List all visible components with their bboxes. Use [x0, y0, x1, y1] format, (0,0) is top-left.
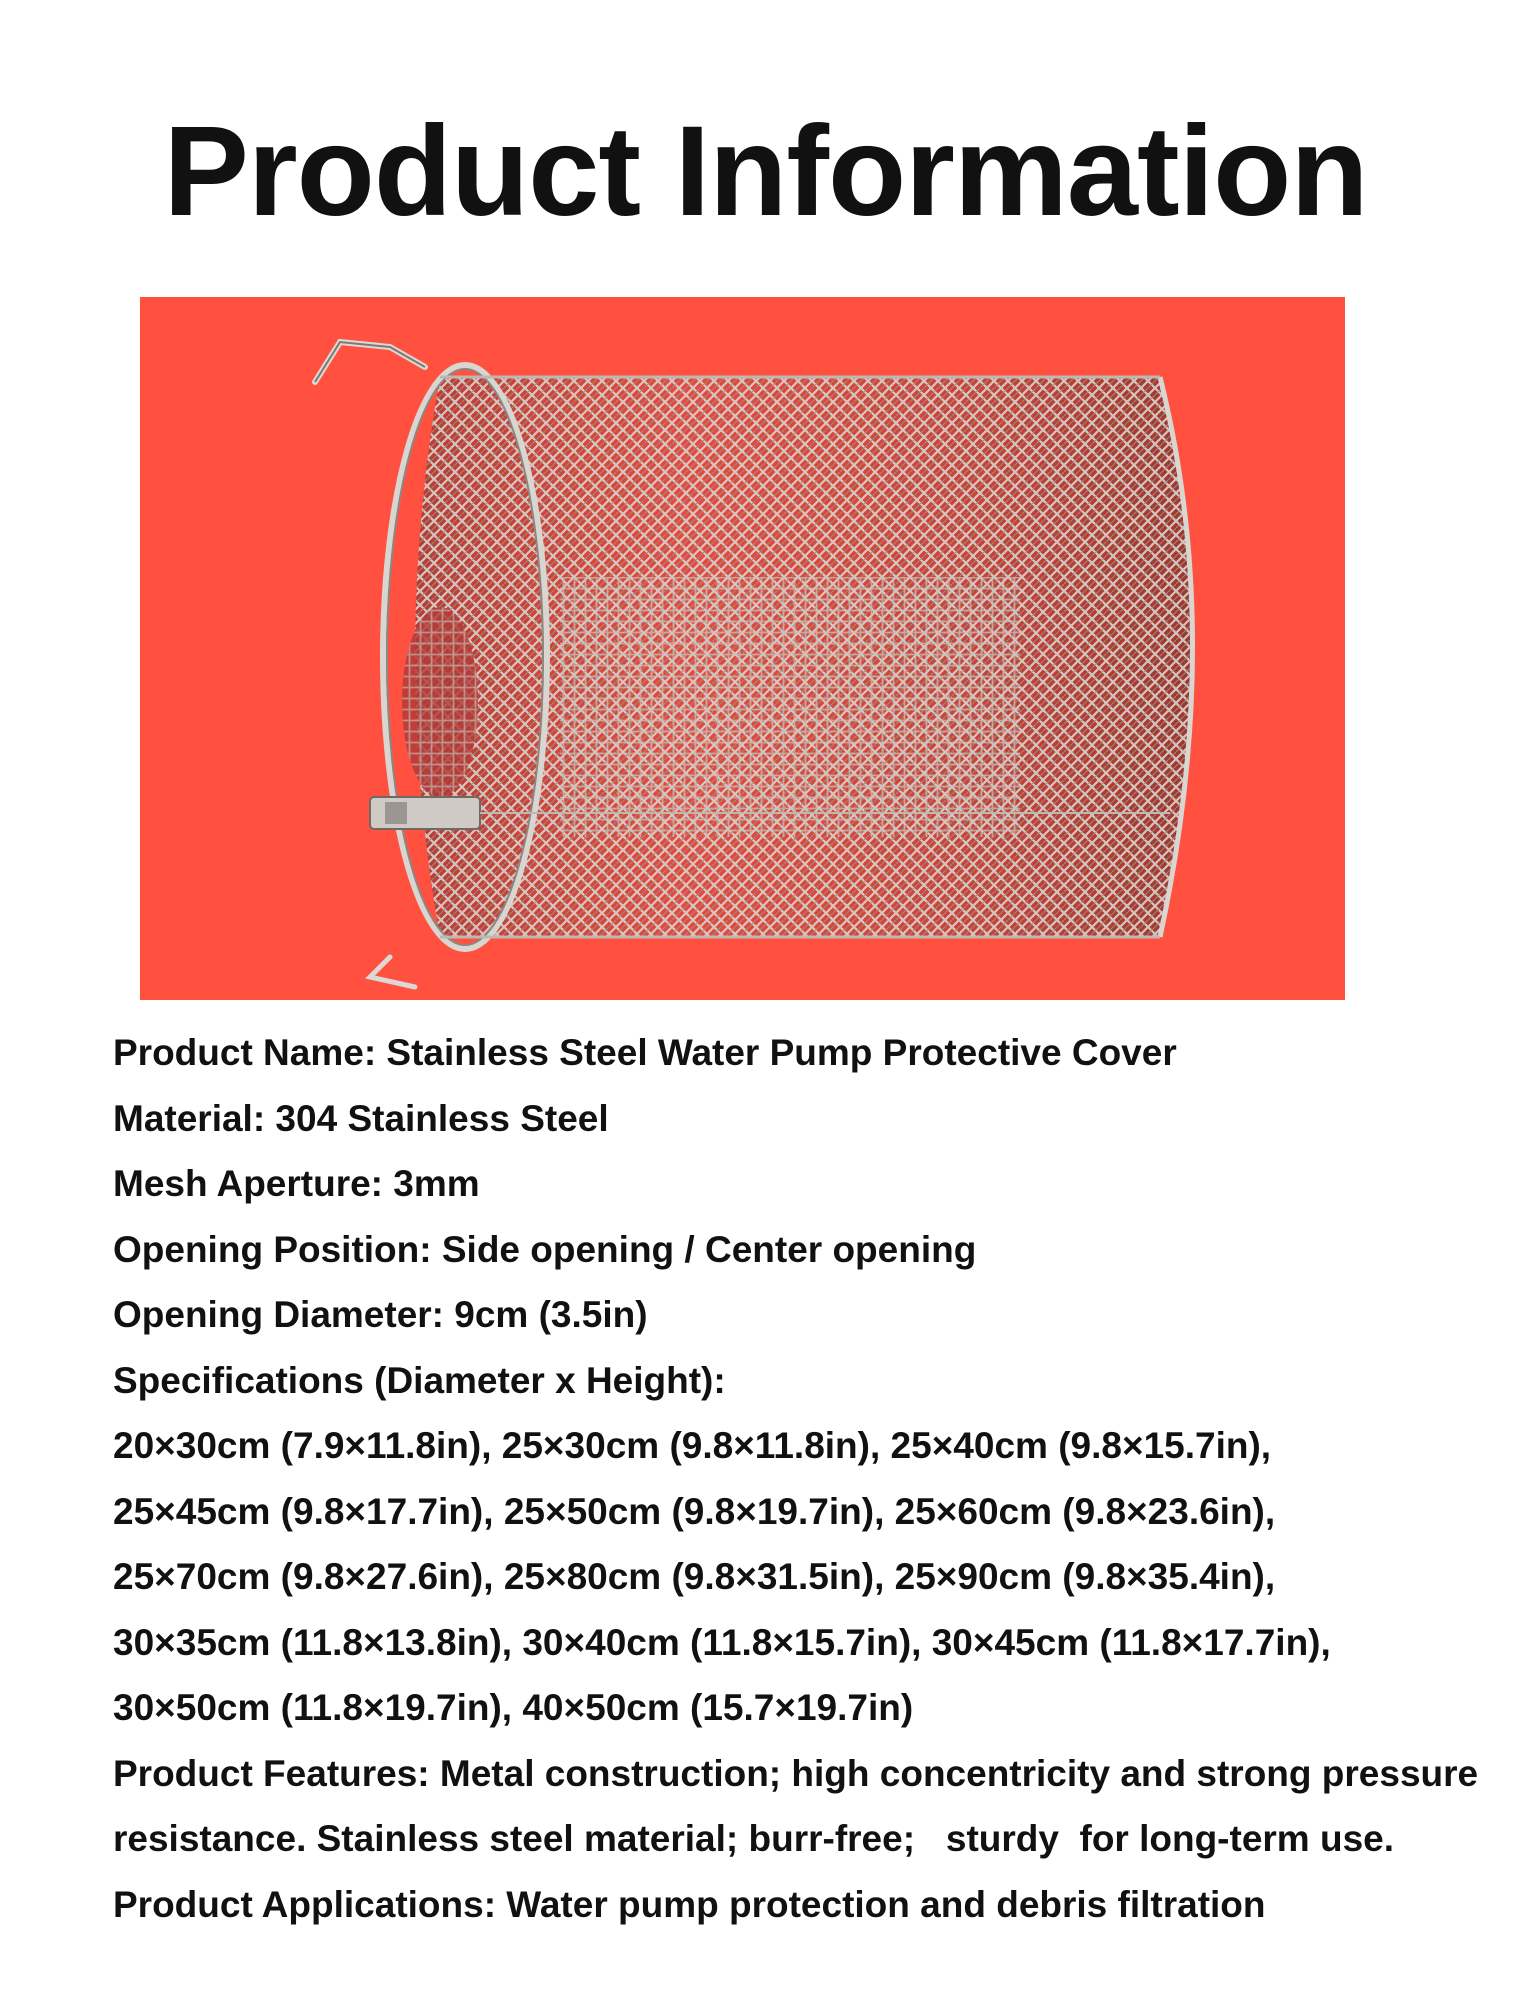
product-features: Product Features: Metal construction; high concentricity and strong pressure	[113, 1752, 1479, 1794]
material: Material: 304 Stainless Steel	[113, 1097, 609, 1139]
mesh-cylinder-illustration	[140, 297, 1345, 1000]
specification-line: 25×70cm (9.8×27.6in), 25×80cm (9.8×31.5in), 25×90cm (9.8×35.4in),	[113, 1556, 1276, 1597]
specification-line: 30×50cm (11.8×19.7in), 40×50cm (15.7×19.7in)	[113, 1687, 914, 1728]
product-info	[113, 1020, 1513, 1937]
specification-line: 20×30cm (7.9×11.8in), 25×30cm (9.8×11.8in), 25×40cm (9.8×15.7in),	[113, 1425, 1272, 1466]
opening-position: Opening Position: Side opening / Center opening	[113, 1228, 977, 1270]
inner-mesh-panel	[560, 577, 1020, 837]
specification-line: 25×45cm (9.8×17.7in), 25×50cm (9.8×19.7in), 25×60cm (9.8×23.6in),	[113, 1490, 1276, 1532]
specifications-heading: Specifications (Diameter x Height):	[113, 1359, 726, 1401]
mesh-aperture: Mesh Aperture: 3mm	[113, 1163, 480, 1204]
specification-line: 30×35cm (11.8×13.8in), 30×40cm (11.8×15.7in), 30×45cm (11.8×17.7in),	[113, 1621, 1331, 1663]
product-features-continued: resistance. Stainless steel material; burr-free; sturdy for long-term use.	[113, 1818, 1395, 1859]
product-name: Product Name: Stainless Steel Water Pump Protective Cover	[113, 1032, 1177, 1073]
page-title: Product Information	[163, 100, 1368, 243]
opening-diameter: Opening Diameter: 9cm (3.5in)	[113, 1294, 648, 1335]
product-applications: Product Applications: Water pump protection and debris filtration	[113, 1883, 1266, 1925]
product-photo	[140, 297, 1345, 1000]
